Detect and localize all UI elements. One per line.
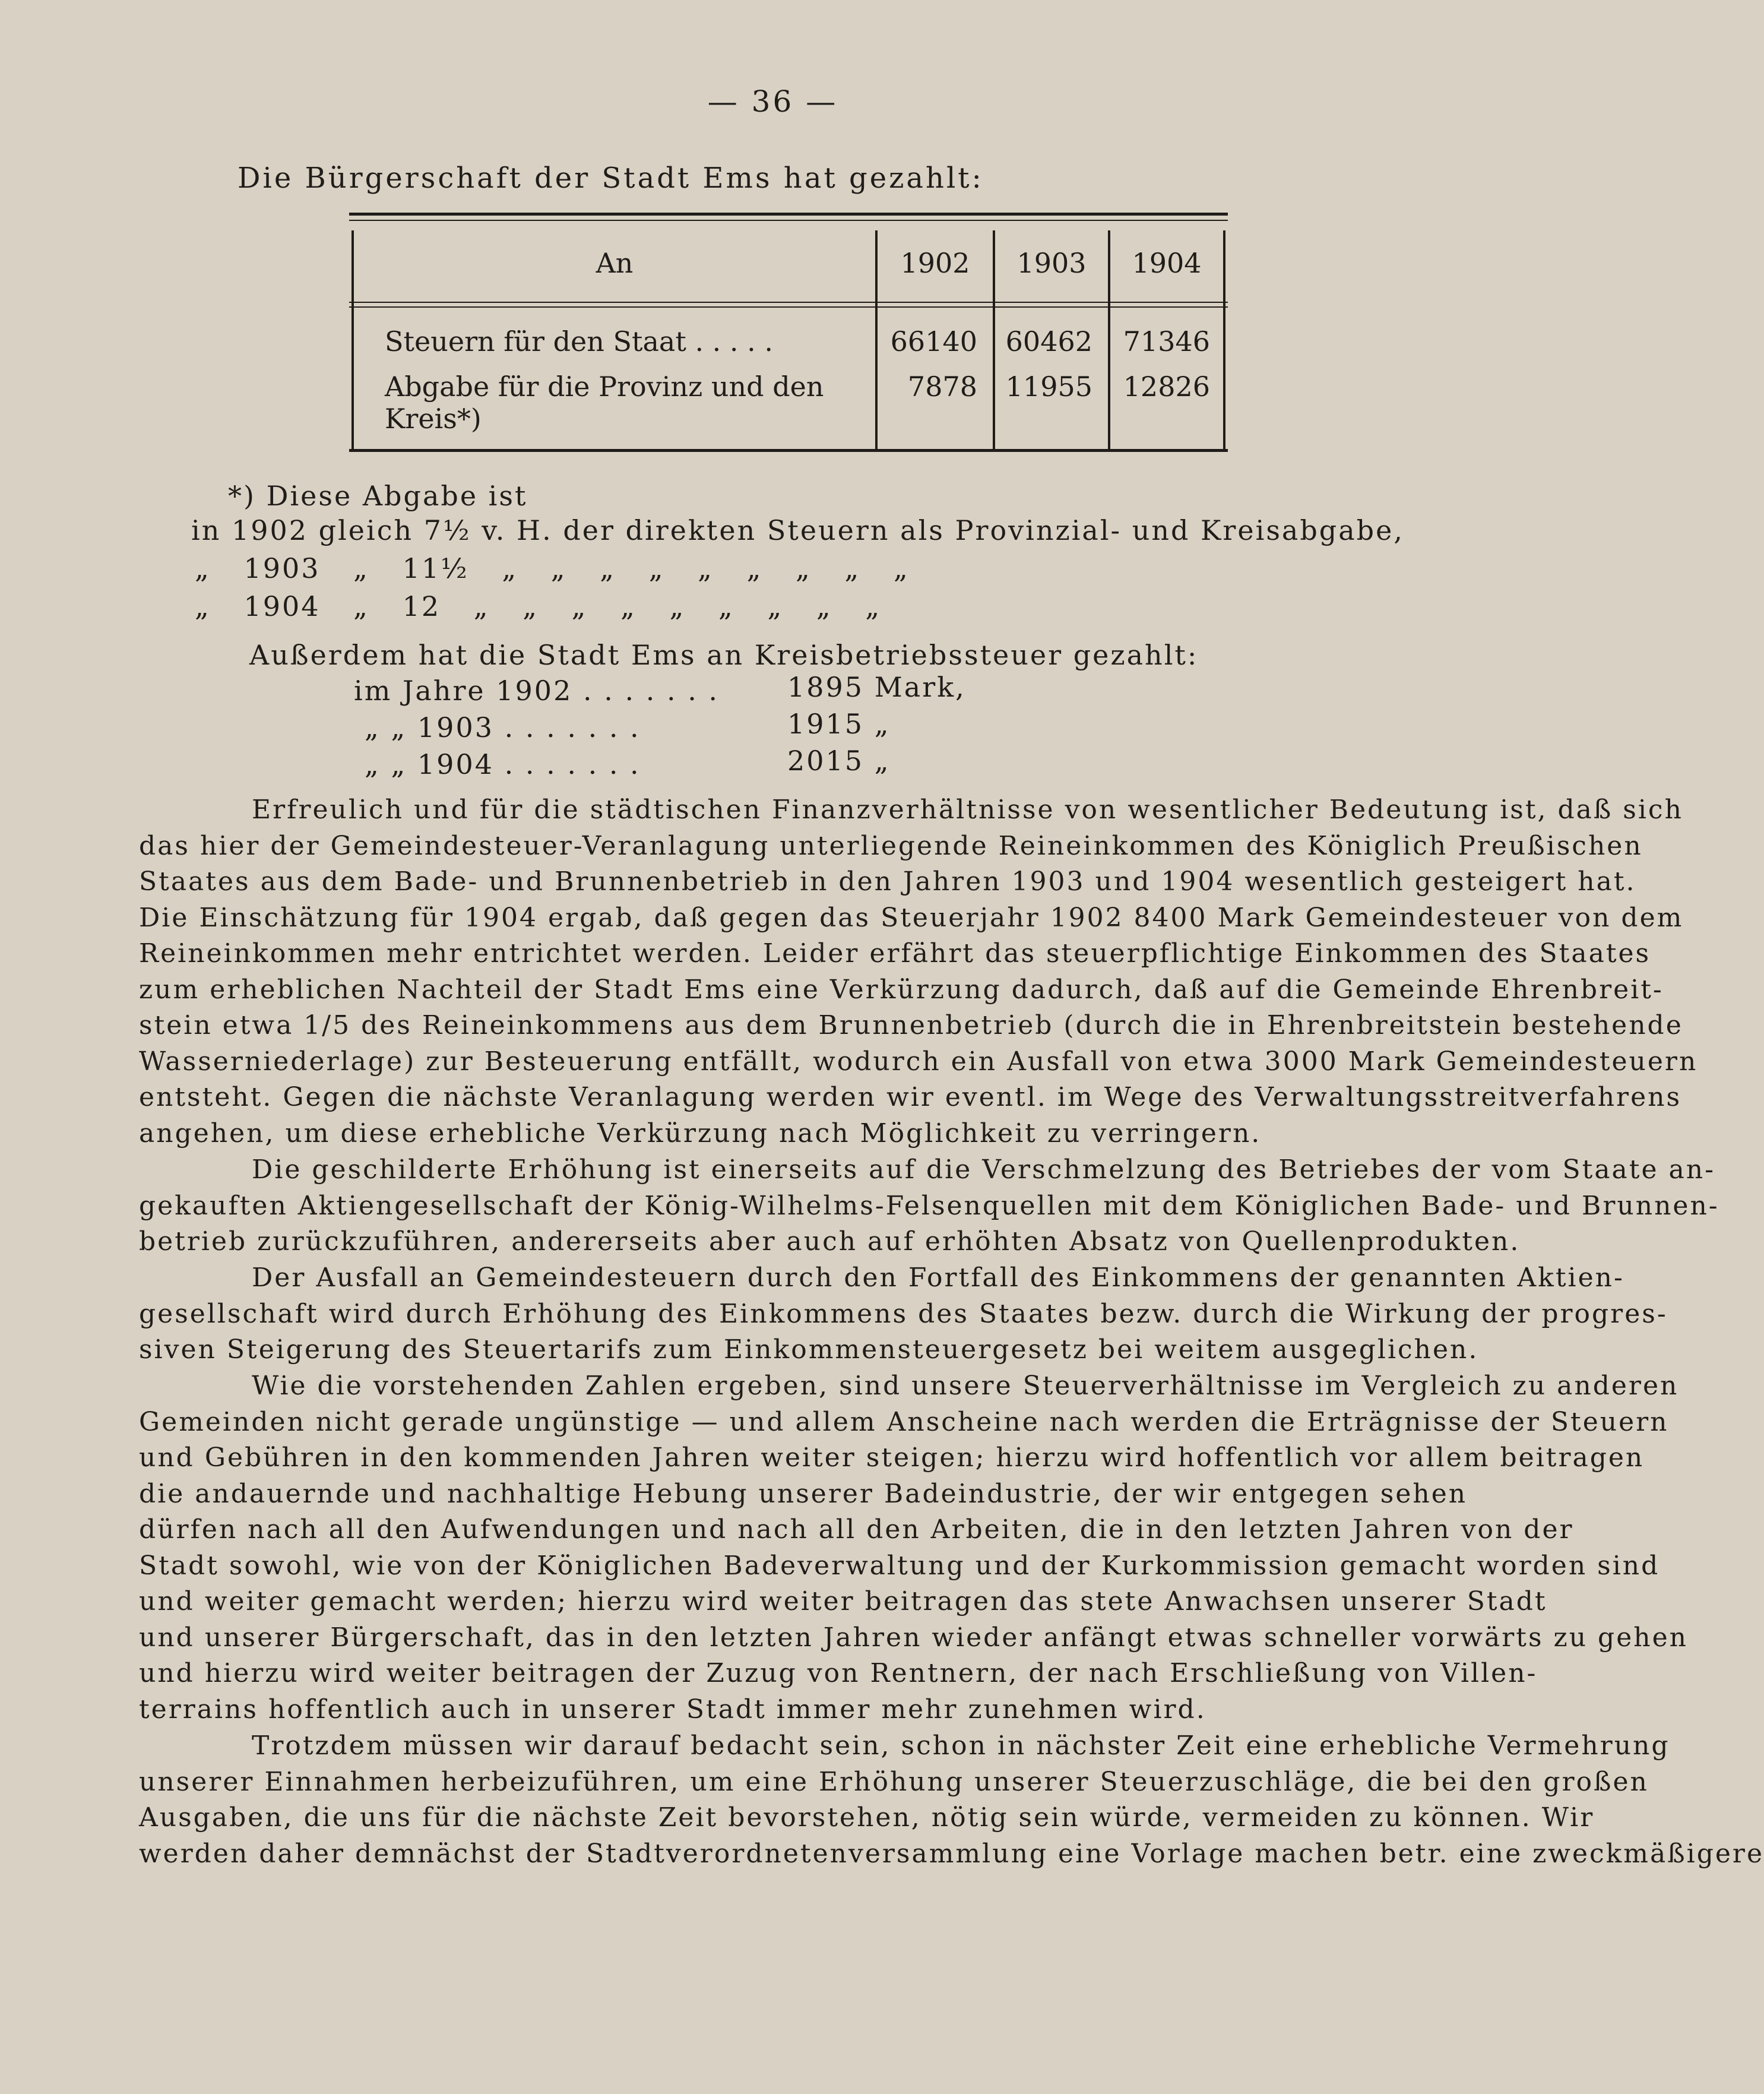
- text-line: und unserer Bürgerschaft, das in den letzten Jahren wieder anfängt etwas schneller vorwärts zu gehen: [139, 1622, 1688, 1653]
- kreis-row-value: 2015 „: [787, 745, 891, 777]
- page-number: — 36 —: [707, 84, 838, 119]
- table-cell: 7878: [907, 371, 977, 403]
- table-cell: 12826: [1123, 371, 1210, 403]
- table-rule: [349, 220, 1228, 221]
- text-line: Reineinkommen mehr entrichtet werden. Leider erfährt das steuerpflichtige Einkommen des Staates: [139, 938, 1651, 969]
- kreis-intro: Außerdem hat die Stadt Ems an Kreisbetriebssteuer gezahlt:: [249, 639, 1199, 671]
- text-line: Stadt sowohl, wie von der Königlichen Badeverwaltung und der Kurkommission gemacht worden sind: [139, 1550, 1660, 1581]
- text-line: das hier der Gemeindesteuer-Veranlagung unterliegende Reineinkommen des Königlich Preußischen: [139, 830, 1643, 861]
- text-line: unserer Einnahmen herbeizuführen, um eine Erhöhung unserer Steuerzuschläge, die bei den großen: [139, 1766, 1649, 1797]
- text-line: und Gebühren in den kommenden Jahren weiter steigen; hierzu wird hoffentlich vor allem beitragen: [139, 1443, 1645, 1473]
- text-line: und weiter gemacht werden; hierzu wird weiter beitragen das stete Anwachsen unserer Stadt: [139, 1586, 1547, 1617]
- table-border: [1223, 230, 1225, 449]
- text-line: Staates aus dem Bade- und Brunnenbetrieb in den Jahren 1903 und 1904 wesentlich gesteigert hat.: [139, 866, 1636, 897]
- paragraph: [139, 1260, 1668, 1368]
- table-rule: [349, 213, 1228, 216]
- text-line: und hierzu wird weiter beitragen der Zuzug von Rentnern, der nach Erschließung von Villen-: [139, 1658, 1538, 1688]
- table-row-label: Steuern für den Staat . . . . .: [385, 325, 774, 358]
- text-line: zum erheblichen Nachteil der Stadt Ems eine Verkürzung dadurch, daß auf die Gemeinde Ehrenbreit-: [139, 974, 1664, 1005]
- table-cell: 11955: [1005, 371, 1092, 403]
- paragraph: [139, 1728, 1764, 1872]
- footnote-line: „ 1903 „ 11½ „ „ „ „ „ „ „ „ „: [195, 552, 910, 584]
- table-rule: [349, 449, 1228, 452]
- text-line: werden daher demnächst der Stadtverordnetenversammlung eine Vorlage machen betr. eine zweckmäßigere: [139, 1838, 1764, 1869]
- table-row-label: Abgabe für die Provinz und den Kreis*): [385, 371, 824, 435]
- table-cell: 71346: [1123, 325, 1210, 358]
- text-line: betrieb zurückzuführen, andererseits aber auch auf erhöhten Absatz von Quellenprodukten.: [139, 1226, 1521, 1257]
- paragraph: [139, 1152, 1719, 1260]
- text-line: Erfreulich und für die städtischen Finanzverhältnisse von wesentlicher Bedeutung ist, daß sich: [252, 795, 1683, 825]
- table-header-year: 1903: [1016, 247, 1087, 279]
- text-line: dürfen nach all den Aufwendungen und nach all den Arbeiten, die in den letzten Jahren von der: [139, 1514, 1574, 1545]
- paragraph: [139, 1368, 1688, 1728]
- text-line: siven Steigerung des Steuertarifs zum Einkommensteuergesetz bei weitem ausgeglichen.: [139, 1334, 1479, 1365]
- text-line: Wasserniederlage) zur Besteuerung entfällt, wodurch ein Ausfall von etwa 3000 Mark Gemeindesteuern: [139, 1046, 1698, 1077]
- text-line: Ausgaben, die uns für die nächste Zeit bevorstehen, nötig sein würde, vermeiden zu können. Wir: [139, 1802, 1595, 1833]
- text-line: Die geschilderte Erhöhung ist einerseits auf die Verschmelzung des Betriebes der vom Staate an-: [252, 1154, 1715, 1185]
- kreis-row-label: im Jahre 1902 . . . . . . .: [354, 675, 720, 707]
- table-header-label: An: [596, 247, 634, 279]
- kreis-row-label: „ „ 1904 . . . . . . .: [365, 748, 641, 780]
- table-intro: Die Bürgerschaft der Stadt Ems hat gezahlt:: [237, 162, 984, 195]
- paragraph: [139, 792, 1698, 1152]
- text-line: Gemeinden nicht gerade ungünstige — und allem Anscheine nach werden die Erträgnisse der Steuern: [139, 1406, 1669, 1437]
- footnote-line: „ 1904 „ 12 „ „ „ „ „ „ „ „ „: [195, 590, 882, 622]
- text-line: Trotzdem müssen wir darauf bedacht sein, schon in nächster Zeit eine erhebliche Vermehrung: [252, 1731, 1670, 1761]
- text-line: Die Einschätzung für 1904 ergab, daß gegen das Steuerjahr 1902 8400 Mark Gemeindesteuer von dem: [139, 902, 1684, 933]
- text-line: Wie die vorstehenden Zahlen ergeben, sind unsere Steuerverhältnisse im Vergleich zu anderen: [252, 1371, 1679, 1401]
- text-line: stein etwa 1/5 des Reineinkommens aus dem Brunnenbetrieb (durch die in Ehrenbreitstein bestehende: [139, 1010, 1683, 1040]
- text-line: gekauften Aktiengesellschaft der König-Wilhelms-Felsenquellen mit dem Königlichen Bade- und Brunnen-: [139, 1190, 1719, 1221]
- footnote-line: in 1902 gleich 7½ v. H. der direkten Steuern als Provinzial- und Kreisabgabe,: [191, 514, 1404, 546]
- text-line: die andauernde und nachhaltige Hebung unserer Badeindustrie, der wir entgegen sehen: [139, 1478, 1468, 1509]
- text-line: entsteht. Gegen die nächste Veranlagung werden wir eventl. im Wege des Verwaltungsstreitverfahrens: [139, 1082, 1682, 1112]
- text-line: gesellschaft wird durch Erhöhung des Einkommens des Staates bezw. durch die Wirkung der progres-: [139, 1298, 1668, 1329]
- footnote-head: *) Diese Abgabe ist: [228, 480, 528, 512]
- table-cell: 66140: [890, 325, 977, 358]
- table-header-year: 1902: [900, 247, 970, 279]
- table-rule: [349, 302, 1228, 303]
- text-line: Der Ausfall an Gemeindesteuern durch den Fortfall des Einkommens der genannten Aktien-: [252, 1263, 1624, 1293]
- tax-table: [349, 213, 1228, 455]
- kreis-row-label: „ „ 1903 . . . . . . .: [365, 711, 641, 744]
- table-header-year: 1904: [1132, 247, 1202, 279]
- kreis-row-value: 1895 Mark,: [787, 671, 966, 703]
- table-rule: [349, 306, 1228, 308]
- table-cell: 60462: [1005, 325, 1092, 358]
- text-line: terrains hoffentlich auch in unserer Stadt immer mehr zunehmen wird.: [139, 1694, 1206, 1725]
- kreis-row-value: 1915 „: [787, 708, 891, 740]
- text-line: angehen, um diese erhebliche Verkürzung nach Möglichkeit zu verringern.: [139, 1118, 1262, 1149]
